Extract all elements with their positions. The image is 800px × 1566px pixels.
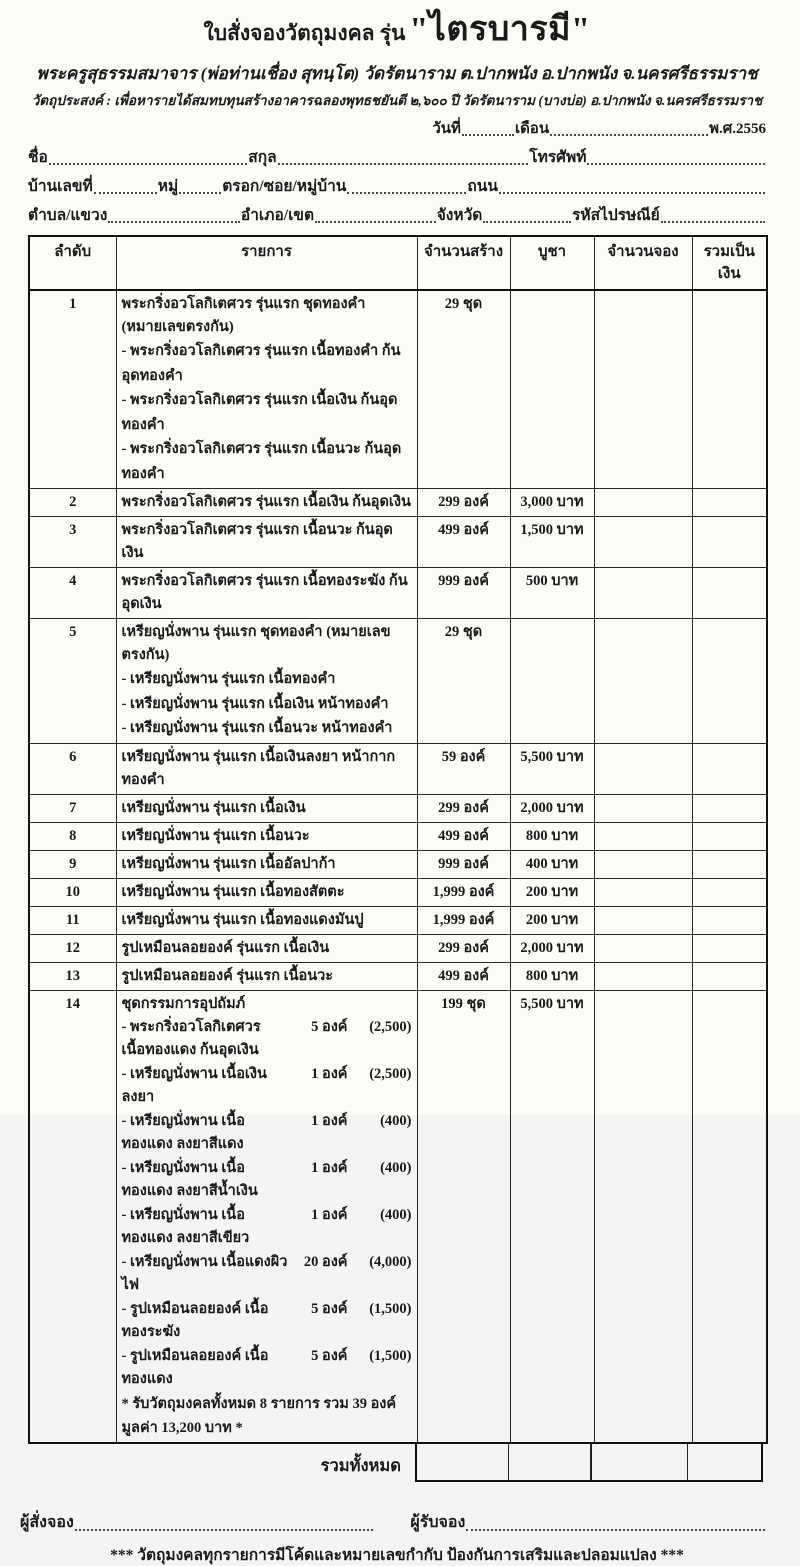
variant-name: - เหรียญนั่งพาน เนื้อทองแดง ลงยาสีน้ำเงิน	[121, 1159, 258, 1199]
field-blank	[315, 220, 436, 223]
cell-total-amount	[692, 878, 767, 906]
table-row	[29, 962, 767, 990]
cell-reserve-qty	[594, 990, 692, 1443]
total-made-box	[415, 1444, 509, 1482]
table-row	[29, 568, 767, 619]
variant-name: - เหรียญนั่งพาน เนื้อทองแดง ลงยาสีเขียว	[121, 1206, 250, 1246]
variant-qty: 1 องค์	[311, 1065, 348, 1082]
variant-amount: (1,500)	[369, 1300, 412, 1317]
variant-amount: (400)	[380, 1112, 412, 1129]
item-variant: - พระกริ่งอวโลกิเตศวร รุ่นแรก เนื้อนวะ ก้นอุดทองคำ	[121, 441, 402, 482]
field-label: หมู่	[157, 178, 179, 195]
cell-reserve-qty	[594, 822, 692, 850]
cell-quantity-made: 29 ชุด	[417, 290, 510, 489]
cell-no: 2	[29, 489, 116, 517]
field-label: ชื่อ	[28, 149, 48, 166]
cell-worship-price: 3,000 บาท	[510, 489, 594, 517]
cell-total-amount	[692, 934, 767, 962]
table-row	[29, 489, 767, 517]
cell-item	[116, 290, 417, 489]
variant-amount: (2,500)	[369, 1018, 412, 1035]
cell-item	[116, 906, 417, 934]
field-blank	[179, 191, 221, 194]
title-series-name: "ไตรบารมี"	[409, 11, 591, 48]
cell-quantity-made: 29 ชุด	[417, 619, 510, 744]
cell-worship-price	[510, 619, 594, 744]
cell-item	[116, 794, 417, 822]
customer-info-section	[28, 147, 766, 226]
field-label: ตำบล/แขวง	[28, 207, 108, 224]
cell-reserve-qty	[594, 794, 692, 822]
cell-item	[116, 962, 417, 990]
col-header: บูชา	[510, 236, 594, 290]
total-reserved-box	[590, 1444, 688, 1482]
cell-worship-price: 800 บาท	[510, 822, 594, 850]
variant-qty: 1 องค์	[311, 1159, 348, 1176]
col-header: รายการ	[116, 236, 417, 290]
col-header: จำนวนจอง	[594, 236, 692, 290]
field-label: ถนน	[467, 178, 498, 195]
cell-reserve-qty	[594, 743, 692, 794]
cell-quantity-made: 999 องค์	[417, 850, 510, 878]
cell-no: 13	[29, 962, 116, 990]
cell-reserve-qty	[594, 850, 692, 878]
field-label: โทรศัพท์	[529, 149, 587, 166]
field-blank	[483, 220, 571, 223]
cell-worship-price: 1,500 บาท	[510, 517, 594, 568]
variant-name: - รูปเหมือนลอยองค์ เนื้อทองแดง	[121, 1347, 269, 1387]
item-variant-detail	[122, 1345, 412, 1392]
variant-amount: (4,000)	[369, 1253, 412, 1270]
field-label: อำเภอ/เขต	[240, 207, 315, 224]
col-header: รวมเป็นเงิน	[692, 236, 767, 290]
item-name: พระกริ่งอวโลกิเตศวร รุ่นแรก ชุดทองคำ (หมายเลขตรงกัน)	[121, 296, 366, 335]
signature-line	[20, 1512, 766, 1534]
cell-reserve-qty	[594, 906, 692, 934]
variant-name: - เหรียญนั่งพาน เนื้อแดงผิวไฟ	[121, 1253, 288, 1293]
cell-no: 8	[29, 822, 116, 850]
variant-qty: 1 องค์	[311, 1206, 348, 1223]
cell-worship-price: 2,000 บาท	[510, 794, 594, 822]
cell-total-amount	[692, 906, 767, 934]
table-row	[29, 934, 767, 962]
cell-no: 12	[29, 934, 116, 962]
cell-total-amount	[692, 990, 767, 1443]
variant-name: - รูปเหมือนลอยองค์ เนื้อทองระฆัง	[121, 1300, 269, 1340]
cell-worship-price	[510, 290, 594, 489]
cell-quantity-made: 499 องค์	[417, 822, 510, 850]
item-variant: - พระกริ่งอวโลกิเตศวร รุ่นแรก เนื้อเงิน ก้นอุดทองคำ	[121, 392, 398, 433]
cell-quantity-made: 299 องค์	[417, 794, 510, 822]
cell-quantity-made: 299 องค์	[417, 489, 510, 517]
cell-total-amount	[692, 619, 767, 744]
cell-reserve-qty	[594, 962, 692, 990]
cell-total-amount	[692, 568, 767, 619]
orderer-blank	[75, 1528, 374, 1531]
item-variant: - เหรียญนั่งพาน รุ่นแรก เนื้อทองคำ	[121, 671, 336, 687]
cell-worship-price: 400 บาท	[510, 850, 594, 878]
total-price-box	[508, 1444, 592, 1482]
item-name: เหรียญนั่งพาน รุ่นแรก เนื้อทองสัตตะ	[121, 883, 345, 900]
field-label: รหัสไปรษณีย์	[572, 207, 660, 224]
cell-no: 6	[29, 743, 116, 794]
item-variant: - พระกริ่งอวโลกิเตศวร รุ่นแรก เนื้อทองคำ ก้นอุดทองคำ	[121, 343, 401, 384]
variant-qty: 5 องค์	[311, 1018, 348, 1035]
grand-total-boxes	[415, 1444, 763, 1482]
grand-total-label: รวมทั้งหมด	[320, 1455, 401, 1475]
cell-quantity-made: 199 ชุด	[417, 990, 510, 1443]
item-name: รูปเหมือนลอยองค์ รุ่นแรก เนื้อเงิน	[121, 939, 330, 956]
item-variant-detail	[122, 1110, 412, 1157]
variant-qty: 1 องค์	[311, 1112, 348, 1129]
cell-item	[116, 489, 417, 517]
cell-item	[116, 822, 417, 850]
item-name: รูปเหมือนลอยองค์ รุ่นแรก เนื้อนวะ	[121, 967, 334, 984]
cell-no: 14	[29, 990, 116, 1443]
cell-item	[116, 878, 417, 906]
set-footnote: * รับวัตถุมงคลทั้งหมด 8 รายการ รวม 39 องค์ มูลค่า 13,200 บาท *	[121, 1395, 397, 1436]
cell-worship-price: 200 บาท	[510, 906, 594, 934]
cell-total-amount	[692, 517, 767, 568]
item-name: ชุดกรรมการอุปถัมภ์	[121, 995, 246, 1012]
cell-quantity-made: 1,999 องค์	[417, 878, 510, 906]
cell-item	[116, 619, 417, 744]
receiver-blank	[466, 1528, 765, 1531]
field-label: จังหวัด	[436, 207, 483, 224]
cell-total-amount	[692, 489, 767, 517]
item-name: เหรียญนั่งพาน รุ่นแรก เนื้อเงินลงยา หน้ากากทองคำ	[121, 748, 396, 788]
field-blank	[347, 191, 466, 194]
item-variant-detail	[122, 1251, 412, 1298]
receiver-label: ผู้รับจอง	[410, 1513, 466, 1531]
cell-reserve-qty	[594, 517, 692, 568]
table-row	[29, 990, 767, 1443]
title-prefix: ใบสั่งจองวัตถุมงคล รุ่น	[203, 21, 406, 45]
item-variant-detail	[122, 1157, 412, 1204]
cell-quantity-made: 499 องค์	[417, 962, 510, 990]
item-name: พระกริ่งอวโลกิเตศวร รุ่นแรก เนื้อเงิน ก้นอุดเงิน	[121, 494, 411, 510]
cell-no: 7	[29, 794, 116, 822]
cell-worship-price: 2,000 บาท	[510, 934, 594, 962]
cell-worship-price: 5,500 บาท	[510, 990, 594, 1443]
cell-reserve-qty	[594, 568, 692, 619]
cell-worship-price: 200 บาท	[510, 878, 594, 906]
variant-name: - เหรียญนั่งพาน เนื้อทองแดง ลงยาสีแดง	[121, 1112, 245, 1152]
variant-amount: (1,500)	[369, 1347, 412, 1364]
anticounterfeit-note: *** วัตถุมงคลทุกรายการมีโค้ดและหมายเลขกำกับ ป้องกันการเสริมและปลอมแปลง ***	[110, 1546, 684, 1564]
item-name: เหรียญนั่งพาน รุ่นแรก ชุดทองคำ (หมายเลขตรงกัน)	[121, 624, 391, 663]
order-table-header	[29, 236, 767, 290]
table-row	[29, 794, 767, 822]
variant-qty: 5 องค์	[311, 1300, 348, 1317]
cell-reserve-qty	[594, 878, 692, 906]
table-row	[29, 517, 767, 568]
cell-item	[116, 934, 417, 962]
cell-item	[116, 850, 417, 878]
cell-no: 11	[29, 906, 116, 934]
item-name: พระกริ่งอวโลกิเตศวร รุ่นแรก เนื้อนวะ ก้นอุดเงิน	[121, 522, 393, 561]
form-line-2	[28, 176, 766, 197]
date-year-label: พ.ศ.2556	[709, 121, 766, 137]
form-line-1	[28, 147, 766, 168]
table-row	[29, 822, 767, 850]
field-label: บ้านเลขที่	[28, 178, 93, 195]
cell-total-amount	[692, 962, 767, 990]
cell-worship-price: 500 บาท	[510, 568, 594, 619]
date-line	[28, 119, 766, 139]
col-header: ลำดับ	[29, 236, 116, 290]
table-row	[29, 290, 767, 489]
cell-worship-price: 800 บาท	[510, 962, 594, 990]
date-day-blank	[462, 133, 514, 136]
cell-quantity-made: 1,999 องค์	[417, 906, 510, 934]
cell-reserve-qty	[594, 489, 692, 517]
item-name: เหรียญนั่งพาน รุ่นแรก เนื้อนวะ	[121, 827, 310, 844]
cell-no: 9	[29, 850, 116, 878]
page-title	[28, 10, 766, 56]
cell-quantity-made: 59 องค์	[417, 743, 510, 794]
table-row	[29, 878, 767, 906]
field-blank	[94, 191, 157, 194]
field-label: ตรอก/ซอย/หมู่บ้าน	[222, 178, 347, 195]
cell-reserve-qty	[594, 290, 692, 489]
cell-no: 4	[29, 568, 116, 619]
cell-quantity-made: 999 องค์	[417, 568, 510, 619]
field-blank	[49, 162, 247, 165]
item-variant: - เหรียญนั่งพาน รุ่นแรก เนื้อนวะ หน้าทองคำ	[121, 720, 393, 736]
date-day-label: วันที่	[432, 121, 461, 137]
variant-name: - พระกริ่งอวโลกิเตศวร เนื้อทองแดง ก้นอุดเงิน	[121, 1018, 261, 1058]
cell-item	[116, 517, 417, 568]
variant-amount: (400)	[380, 1159, 412, 1176]
field-blank	[661, 220, 765, 223]
grand-total-row	[28, 1444, 766, 1482]
table-row	[29, 906, 767, 934]
field-blank	[587, 162, 765, 165]
cell-item	[116, 990, 417, 1443]
cell-item	[116, 568, 417, 619]
table-row	[29, 850, 767, 878]
field-blank	[499, 191, 765, 194]
item-variant-detail	[122, 1204, 412, 1251]
order-table	[28, 235, 768, 1444]
item-variant-detail	[122, 1298, 412, 1345]
item-name: เหรียญนั่งพาน รุ่นแรก เนื้ออัลปาก้า	[121, 855, 336, 872]
variant-qty: 20 องค์	[303, 1253, 348, 1270]
total-amount-box	[687, 1444, 763, 1482]
form-line-3	[28, 205, 766, 226]
date-month-blank	[550, 133, 708, 136]
cell-total-amount	[692, 290, 767, 489]
table-row	[29, 619, 767, 744]
temple-subtitle: พระครูสุธรรมสมาจาร (พ่อท่านเชื่อง สุทนฺโต) วัดรัตนาราม ต.ปากพนัง อ.ปากพนัง จ.นครศรีธรรมราช	[36, 64, 758, 83]
col-header: จำนวนสร้าง	[417, 236, 510, 290]
item-variant-detail	[122, 1016, 412, 1063]
purpose-line: วัตถุประสงค์ : เพื่อหารายได้สมทบทุนสร้างอาคารฉลองพุทธชยันตี ๒,๖๐๐ ปี วัดรัตนาราม (บางบ่อ) อ.ปากพนัง จ.นครศรีธรรมราช	[31, 93, 763, 108]
cell-total-amount	[692, 822, 767, 850]
item-variant: - เหรียญนั่งพาน รุ่นแรก เนื้อเงิน หน้าทองคำ	[121, 695, 389, 712]
variant-amount: (2,500)	[369, 1065, 412, 1082]
orderer-label: ผู้สั่งจอง	[20, 1513, 74, 1531]
field-blank	[278, 162, 529, 165]
item-name: พระกริ่งอวโลกิเตศวร รุ่นแรก เนื้อทองระฆัง ก้นอุดเงิน	[121, 573, 408, 612]
variant-qty: 5 องค์	[311, 1347, 348, 1364]
variant-amount: (400)	[380, 1206, 412, 1223]
cell-total-amount	[692, 850, 767, 878]
item-name: เหรียญนั่งพาน รุ่นแรก เนื้อทองแดงมันปู	[121, 911, 364, 928]
cell-quantity-made: 299 องค์	[417, 934, 510, 962]
field-blank	[108, 220, 240, 223]
cell-no: 10	[29, 878, 116, 906]
field-label: สกุล	[248, 149, 277, 166]
cell-reserve-qty	[594, 934, 692, 962]
item-variant-detail	[122, 1063, 412, 1110]
date-month-label: เดือน	[514, 121, 550, 137]
cell-reserve-qty	[594, 619, 692, 744]
table-row	[29, 743, 767, 794]
cell-quantity-made: 499 องค์	[417, 517, 510, 568]
cell-item	[116, 743, 417, 794]
cell-total-amount	[692, 743, 767, 794]
cell-worship-price: 5,500 บาท	[510, 743, 594, 794]
item-name: เหรียญนั่งพาน รุ่นแรก เนื้อเงิน	[121, 799, 306, 816]
variant-name: - เหรียญนั่งพาน เนื้อเงินลงยา	[121, 1065, 267, 1105]
cell-no: 1	[29, 290, 116, 489]
cell-no: 5	[29, 619, 116, 744]
cell-no: 3	[29, 517, 116, 568]
cell-total-amount	[692, 794, 767, 822]
